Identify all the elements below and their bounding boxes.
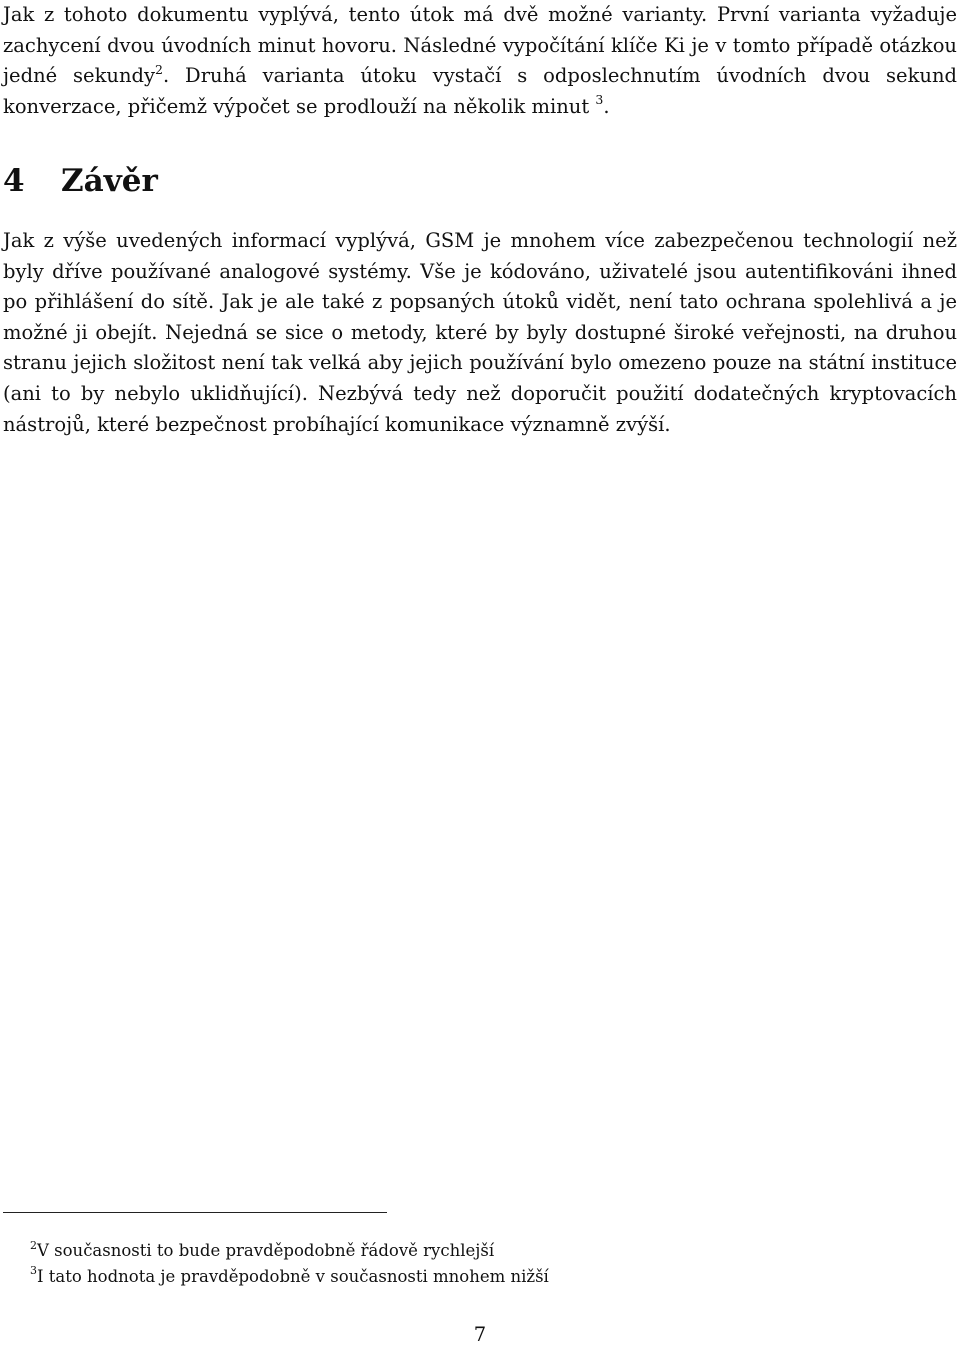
- section-title: Závěr: [61, 163, 158, 199]
- footnote-reference-3[interactable]: 3: [595, 92, 604, 108]
- intro-text-3: .: [603, 94, 610, 118]
- footnote-item: [30, 1238, 930, 1264]
- footnote-text: V současnosti to bude pravděpodobně řádově rychlejší: [37, 1241, 495, 1260]
- footnote-text: I tato hodnota je pravděpodobně v současnosti mnohem nižší: [37, 1266, 549, 1286]
- footnote-divider: [3, 1212, 387, 1213]
- footnote-mark: 2: [30, 1238, 37, 1252]
- section-number: 4: [3, 163, 25, 199]
- footnote-item: [30, 1264, 930, 1290]
- footnote-mark: 3: [30, 1264, 37, 1277]
- section-heading: [3, 161, 158, 201]
- page-number: 7: [473, 1323, 487, 1346]
- intro-paragraph: [3, 0, 957, 122]
- intro-text-1: Jak z tohoto dokumentu vyplývá, tento útok má dvě možné varianty. První varianta vyžaduje zachycení dvou úvodních minut hovoru. Následné vypočítání klíče Ki je v tomto případě otázkou jedné sekundy: [3, 3, 957, 88]
- footnotes-list: [30, 1238, 930, 1289]
- conclusion-paragraph: Jak z výše uvedených informací vyplývá, GSM je mnohem více zabezpečenou technologií než byly dříve používané analogové systémy. Vše je kódováno, uživatelé jsou autentifikováni ihned po přihlášení do sítě. Jak je ale také z popsaných útoků vidět, není tato ochrana spolehlivá a je možné ji obejít. Nejedná se sice o metody, které by byly dostupné široké veřejnosti, na druhou stranu jejich složitost není tak velká aby jejich používání bylo omezeno pouze na státní instituce (ani to by nebylo uklidňující). Nezbývá tedy než doporučit použití dodatečných kryptovacích nástrojů, které bezpečnost probíhající komunikace významně zvýší.: [3, 229, 957, 436]
- footnote-reference-2[interactable]: 2: [155, 61, 163, 77]
- intro-text-2: . Druhá varianta útoku vystačí s odposlechnutím úvodních dvou sekund konverzace, přičemž výpočet se prodlouží na několik minut: [3, 64, 957, 118]
